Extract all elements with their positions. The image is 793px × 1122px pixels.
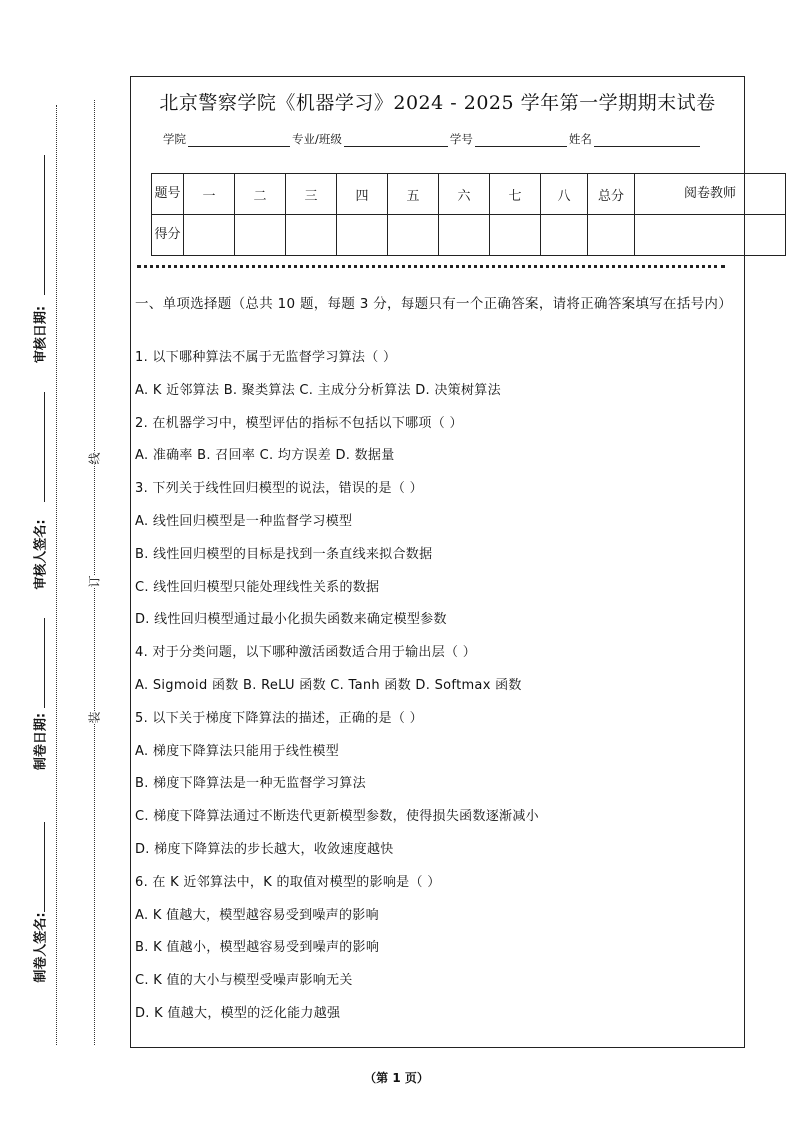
answer-option: C. 线性回归模型只能处理线性关系的数据 <box>135 580 380 595</box>
score-cell[interactable] <box>337 215 388 256</box>
name-label: 姓名 <box>568 132 592 146</box>
header-cell-6: 六 <box>439 174 490 215</box>
question-stem: 5. 以下关于梯度下降算法的描述，正确的是（ ） <box>135 711 423 726</box>
name-field[interactable] <box>594 132 700 147</box>
score-table-score-row <box>152 215 786 256</box>
answer-option: A. K 近邻算法 B. 聚类算法 C. 主成分分析算法 D. 决策树算法 <box>135 383 501 398</box>
score-table-header-row <box>152 174 786 215</box>
answer-option: B. K 值越小，模型越容易受到噪声的影响 <box>135 940 380 955</box>
maker-sign-line[interactable] <box>44 822 45 912</box>
college-label: 学院 <box>163 132 186 146</box>
header-cell-total: 总分 <box>588 174 635 215</box>
answer-option: D. 梯度下降算法的步长越大，收敛速度越快 <box>135 842 394 857</box>
answer-option: A. 梯度下降算法只能用于线性模型 <box>135 744 340 759</box>
margin-dotted-line-inner <box>94 100 95 1045</box>
score-cell[interactable] <box>541 215 588 256</box>
binding-mark-line: 线 <box>87 452 102 465</box>
page-number: （第 1 页） <box>364 1071 429 1085</box>
binding-mark-ding: 订 <box>87 575 102 588</box>
answer-option: C. 梯度下降算法通过不断迭代更新模型参数，使得损失函数逐渐减小 <box>135 809 539 824</box>
review-date-label: 审核日期: <box>33 305 49 364</box>
make-date-label: 制卷日期: <box>33 712 49 771</box>
answer-option: B. 线性回归模型的目标是找到一条直线来拟合数据 <box>135 547 433 562</box>
score-label-cell: 得分 <box>152 215 184 256</box>
answer-option: A. 准确率 B. 召回率 C. 均方误差 D. 数据量 <box>135 448 395 463</box>
header-cell-2: 二 <box>235 174 286 215</box>
student-info-row <box>163 131 702 147</box>
maker-sign-label: 制卷人签名: <box>33 912 49 983</box>
question-stem: 3. 下列关于线性回归模型的说法，错误的是（ ） <box>135 481 423 496</box>
score-cell[interactable] <box>490 215 541 256</box>
answer-option: A. Sigmoid 函数 B. ReLU 函数 C. Tanh 函数 D. Softmax 函数 <box>135 678 522 693</box>
header-cell-8: 八 <box>541 174 588 215</box>
college-field[interactable] <box>188 132 290 147</box>
header-cell-1: 一 <box>184 174 235 215</box>
header-cell-5: 五 <box>388 174 439 215</box>
answer-option: B. 梯度下降算法是一种无监督学习算法 <box>135 776 366 791</box>
score-cell[interactable] <box>439 215 490 256</box>
answer-option: A. K 值越大，模型越容易受到噪声的影响 <box>135 908 379 923</box>
major-class-label: 专业/班级 <box>292 132 342 146</box>
question-stem: 6. 在 K 近邻算法中，K 的取值对模型的影响是（ ） <box>135 875 441 890</box>
answer-option: C. K 值的大小与模型受噪声影响无关 <box>135 973 353 988</box>
answer-option: D. K 值越大，模型的泛化能力越强 <box>135 1006 341 1021</box>
exam-title: 北京警察学院《机器学习》2024 - 2025 学年第一学期期末试卷 <box>159 92 716 114</box>
header-cell-4: 四 <box>337 174 388 215</box>
reviewer-sign-line[interactable] <box>44 392 45 502</box>
dotted-separator <box>137 265 725 268</box>
margin-dotted-line-outer <box>56 105 57 1045</box>
score-cell[interactable] <box>388 215 439 256</box>
answer-option: D. 线性回归模型通过最小化损失函数来确定模型参数 <box>135 612 447 627</box>
score-cell[interactable] <box>286 215 337 256</box>
score-cell[interactable] <box>635 215 786 256</box>
header-cell-question-no: 题号 <box>152 174 184 215</box>
reviewer-sign-label: 审核人签名: <box>33 519 49 590</box>
score-cell[interactable] <box>588 215 635 256</box>
make-date-line[interactable] <box>44 618 45 708</box>
student-id-label: 学号 <box>449 132 473 146</box>
score-table <box>151 173 786 256</box>
score-cell[interactable] <box>235 215 286 256</box>
header-cell-3: 三 <box>286 174 337 215</box>
answer-option: A. 线性回归模型是一种监督学习模型 <box>135 514 353 529</box>
question-stem: 4. 对于分类问题，以下哪种激活函数适合用于输出层（ ） <box>135 645 477 660</box>
section-heading: 一、单项选择题（总共 10 题，每题 3 分，每题只有一个正确答案，请将正确答案填写在括号内） <box>135 296 733 312</box>
score-cell[interactable] <box>184 215 235 256</box>
review-date-line[interactable] <box>44 155 45 295</box>
question-stem: 1. 以下哪种算法不属于无监督学习算法（ ） <box>135 350 397 365</box>
question-stem: 2. 在机器学习中，模型评估的指标不包括以下哪项（ ） <box>135 416 463 431</box>
major-class-field[interactable] <box>344 132 448 147</box>
header-cell-grader: 阅卷教师 <box>635 174 786 215</box>
binding-mark-zhuang: 装 <box>87 711 102 724</box>
student-id-field[interactable] <box>475 132 567 147</box>
header-cell-7: 七 <box>490 174 541 215</box>
